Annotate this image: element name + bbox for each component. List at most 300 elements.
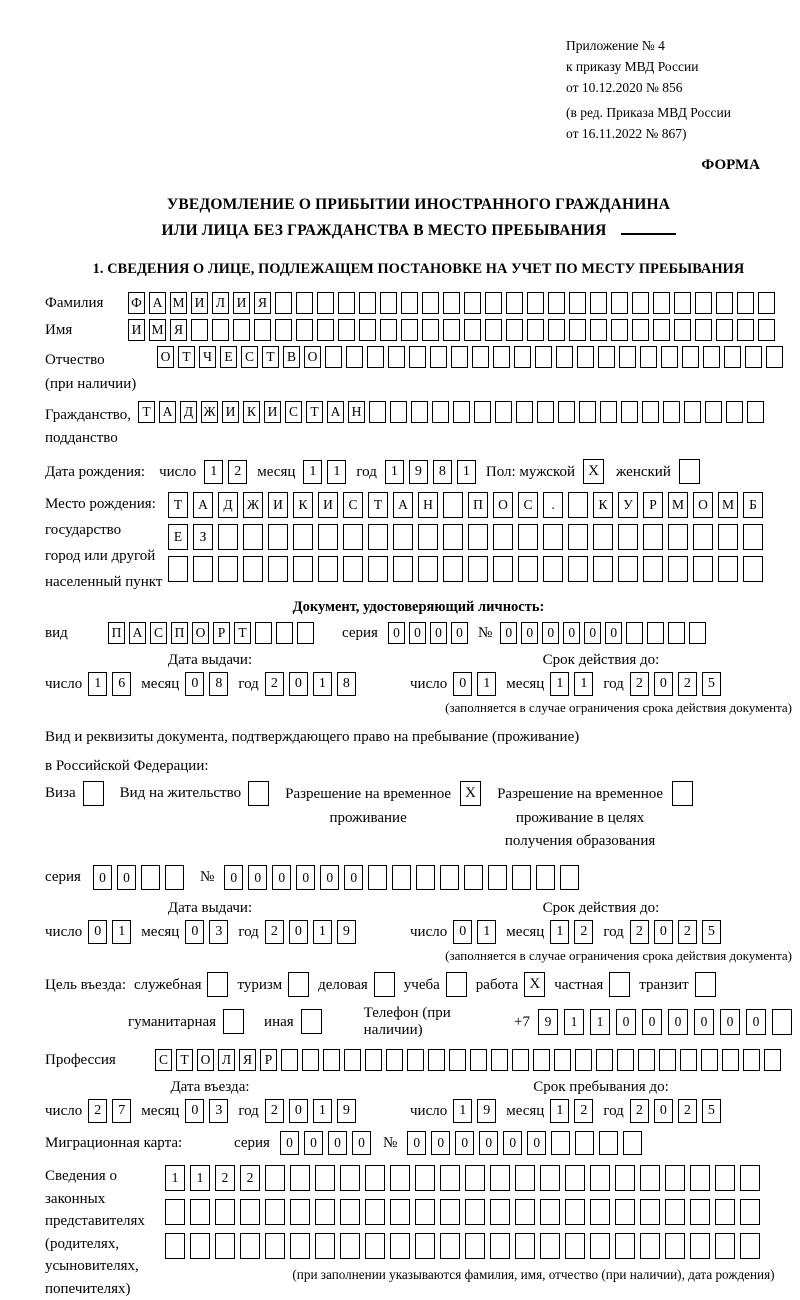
- profession-cell[interactable]: [428, 1049, 445, 1071]
- surname-cell[interactable]: [506, 292, 523, 314]
- birthplace-cell[interactable]: [568, 524, 588, 550]
- profession-cell[interactable]: [764, 1049, 781, 1071]
- birthplace-cell[interactable]: [168, 556, 188, 582]
- surname-cell[interactable]: [758, 292, 775, 314]
- representative-cell[interactable]: [365, 1233, 385, 1259]
- citizenship-cell[interactable]: К: [243, 401, 260, 423]
- doc-number-cell[interactable]: 0: [500, 622, 517, 644]
- migration-series-cell[interactable]: 0: [280, 1131, 299, 1155]
- profession-cell[interactable]: [386, 1049, 403, 1071]
- birthplace-cell[interactable]: З: [193, 524, 213, 550]
- patronymic-cell[interactable]: [556, 346, 573, 368]
- permit-number-cell[interactable]: [560, 865, 579, 890]
- permit-number-cell[interactable]: 0: [296, 865, 315, 890]
- migration-number-cell[interactable]: 0: [503, 1131, 522, 1155]
- birthplace-cell[interactable]: [318, 556, 338, 582]
- birthplace-cell[interactable]: [443, 492, 463, 518]
- birthplace-cell[interactable]: [343, 556, 363, 582]
- birthplace-cell[interactable]: [693, 556, 713, 582]
- surname-cell[interactable]: М: [170, 292, 187, 314]
- profession-cell[interactable]: [554, 1049, 571, 1071]
- permit-number-cell[interactable]: [392, 865, 411, 890]
- citizenship-cell[interactable]: [537, 401, 554, 423]
- representative-cell[interactable]: [565, 1165, 585, 1191]
- birthplace-cell[interactable]: [643, 556, 663, 582]
- representative-cell[interactable]: [240, 1199, 260, 1225]
- birthplace-cell[interactable]: [718, 524, 738, 550]
- profession-cell[interactable]: [596, 1049, 613, 1071]
- purpose-study-checkbox[interactable]: [446, 972, 467, 997]
- migration-number-cell[interactable]: 0: [527, 1131, 546, 1155]
- stay-year-cell[interactable]: 2: [630, 1099, 649, 1123]
- birth-year-cell[interactable]: 8: [433, 460, 452, 484]
- doc-type-cell[interactable]: О: [192, 622, 209, 644]
- surname-cell[interactable]: И: [191, 292, 208, 314]
- profession-cell[interactable]: Л: [218, 1049, 235, 1071]
- patronymic-cell[interactable]: [724, 346, 741, 368]
- representative-cell[interactable]: 2: [240, 1165, 260, 1191]
- representative-cell[interactable]: [690, 1199, 710, 1225]
- citizenship-cell[interactable]: [453, 401, 470, 423]
- doc-valid-day-cell[interactable]: 1: [477, 672, 496, 696]
- birthplace-cell[interactable]: [443, 556, 463, 582]
- doc-issue-month-cell[interactable]: 8: [209, 672, 228, 696]
- representative-cell[interactable]: [465, 1165, 485, 1191]
- purpose-tourism-checkbox[interactable]: [288, 972, 309, 997]
- birthplace-cell[interactable]: [618, 524, 638, 550]
- permit-issue-year-cell[interactable]: 9: [337, 920, 356, 944]
- entry-year-cell[interactable]: 2: [265, 1099, 284, 1123]
- migration-number-cell[interactable]: [551, 1131, 570, 1155]
- birthplace-cell[interactable]: [568, 492, 588, 518]
- profession-cell[interactable]: [323, 1049, 340, 1071]
- birth-day-cell[interactable]: 1: [204, 460, 223, 484]
- surname-cell[interactable]: А: [149, 292, 166, 314]
- profession-cell[interactable]: [302, 1049, 319, 1071]
- patronymic-cell[interactable]: [577, 346, 594, 368]
- birthplace-cell[interactable]: Т: [168, 492, 188, 518]
- doc-type-cell[interactable]: [255, 622, 272, 644]
- profession-cell[interactable]: [407, 1049, 424, 1071]
- given-name-cell[interactable]: [296, 319, 313, 341]
- doc-number-cell[interactable]: 0: [521, 622, 538, 644]
- given-name-cell[interactable]: [737, 319, 754, 341]
- birth-month-cell[interactable]: 1: [303, 460, 322, 484]
- birthplace-cell[interactable]: [343, 524, 363, 550]
- representative-cell[interactable]: [665, 1199, 685, 1225]
- permit-number-cell[interactable]: 0: [344, 865, 363, 890]
- birthplace-cell[interactable]: [743, 556, 763, 582]
- citizenship-cell[interactable]: Т: [138, 401, 155, 423]
- birthplace-cell[interactable]: [543, 524, 563, 550]
- birthplace-cell[interactable]: [468, 524, 488, 550]
- doc-issue-year-cell[interactable]: 2: [265, 672, 284, 696]
- patronymic-cell[interactable]: [430, 346, 447, 368]
- citizenship-cell[interactable]: [684, 401, 701, 423]
- doc-type-cell[interactable]: [276, 622, 293, 644]
- patronymic-cell[interactable]: [598, 346, 615, 368]
- profession-cell[interactable]: [701, 1049, 718, 1071]
- doc-number-cell[interactable]: 0: [605, 622, 622, 644]
- given-name-cell[interactable]: [611, 319, 628, 341]
- profession-cell[interactable]: [533, 1049, 550, 1071]
- doc-type-cell[interactable]: С: [150, 622, 167, 644]
- birthplace-cell[interactable]: [268, 524, 288, 550]
- birthplace-cell[interactable]: Д: [218, 492, 238, 518]
- representative-cell[interactable]: [615, 1165, 635, 1191]
- birthplace-cell[interactable]: [218, 524, 238, 550]
- doc-series-cell[interactable]: 0: [430, 622, 447, 644]
- stay-year-cell[interactable]: 5: [702, 1099, 721, 1123]
- birthplace-cell[interactable]: [493, 524, 513, 550]
- surname-cell[interactable]: [527, 292, 544, 314]
- given-name-cell[interactable]: [569, 319, 586, 341]
- representative-cell[interactable]: [665, 1233, 685, 1259]
- citizenship-cell[interactable]: [516, 401, 533, 423]
- representative-cell[interactable]: [265, 1233, 285, 1259]
- birthplace-cell[interactable]: К: [293, 492, 313, 518]
- representative-cell[interactable]: [490, 1165, 510, 1191]
- birth-year-cell[interactable]: 9: [409, 460, 428, 484]
- representative-cell[interactable]: [615, 1199, 635, 1225]
- doc-number-cell[interactable]: [689, 622, 706, 644]
- representative-cell[interactable]: [340, 1199, 360, 1225]
- citizenship-cell[interactable]: Т: [306, 401, 323, 423]
- profession-cell[interactable]: О: [197, 1049, 214, 1071]
- representative-cell[interactable]: [215, 1199, 235, 1225]
- profession-cell[interactable]: Р: [260, 1049, 277, 1071]
- representative-cell[interactable]: [165, 1233, 185, 1259]
- profession-cell[interactable]: Т: [176, 1049, 193, 1071]
- permit-valid-year-cell[interactable]: 0: [654, 920, 673, 944]
- given-name-cell[interactable]: [422, 319, 439, 341]
- representative-cell[interactable]: [740, 1165, 760, 1191]
- permit-issue-day-cell[interactable]: 1: [112, 920, 131, 944]
- birthplace-cell[interactable]: [618, 556, 638, 582]
- citizenship-cell[interactable]: [558, 401, 575, 423]
- patronymic-cell[interactable]: [472, 346, 489, 368]
- permit-number-cell[interactable]: 0: [248, 865, 267, 890]
- permit-number-cell[interactable]: 0: [320, 865, 339, 890]
- doc-issue-day-cell[interactable]: 6: [112, 672, 131, 696]
- given-name-cell[interactable]: [716, 319, 733, 341]
- birthplace-cell[interactable]: [293, 524, 313, 550]
- surname-cell[interactable]: [569, 292, 586, 314]
- permit-number-cell[interactable]: [536, 865, 555, 890]
- representative-cell[interactable]: [640, 1199, 660, 1225]
- birthplace-cell[interactable]: [543, 556, 563, 582]
- birthplace-cell[interactable]: [318, 524, 338, 550]
- given-name-cell[interactable]: [359, 319, 376, 341]
- given-name-cell[interactable]: [212, 319, 229, 341]
- representative-cell[interactable]: [190, 1233, 210, 1259]
- phone-cell[interactable]: 0: [642, 1009, 662, 1035]
- permit-valid-day-cell[interactable]: 1: [477, 920, 496, 944]
- representative-cell[interactable]: [590, 1199, 610, 1225]
- birthplace-cell[interactable]: Ж: [243, 492, 263, 518]
- profession-cell[interactable]: [617, 1049, 634, 1071]
- doc-valid-year-cell[interactable]: 0: [654, 672, 673, 696]
- phone-cell[interactable]: 0: [746, 1009, 766, 1035]
- entry-year-cell[interactable]: 1: [313, 1099, 332, 1123]
- birthplace-cell[interactable]: М: [718, 492, 738, 518]
- permit-valid-month-cell[interactable]: 2: [574, 920, 593, 944]
- profession-cell[interactable]: [470, 1049, 487, 1071]
- surname-cell[interactable]: [422, 292, 439, 314]
- citizenship-cell[interactable]: И: [264, 401, 281, 423]
- given-name-cell[interactable]: [380, 319, 397, 341]
- representative-cell[interactable]: [440, 1199, 460, 1225]
- profession-cell[interactable]: [281, 1049, 298, 1071]
- birthplace-cell[interactable]: [518, 556, 538, 582]
- citizenship-cell[interactable]: [390, 401, 407, 423]
- birthplace-cell[interactable]: А: [393, 492, 413, 518]
- permit-number-cell[interactable]: 0: [224, 865, 243, 890]
- birthplace-cell[interactable]: С: [343, 492, 363, 518]
- birthplace-cell[interactable]: И: [318, 492, 338, 518]
- given-name-cell[interactable]: Я: [170, 319, 187, 341]
- birthplace-cell[interactable]: .: [543, 492, 563, 518]
- citizenship-cell[interactable]: [369, 401, 386, 423]
- doc-issue-year-cell[interactable]: 8: [337, 672, 356, 696]
- birthplace-cell[interactable]: [268, 556, 288, 582]
- patronymic-cell[interactable]: В: [283, 346, 300, 368]
- entry-year-cell[interactable]: 9: [337, 1099, 356, 1123]
- profession-cell[interactable]: [659, 1049, 676, 1071]
- surname-cell[interactable]: [485, 292, 502, 314]
- purpose-transit-checkbox[interactable]: [695, 972, 716, 997]
- patronymic-cell[interactable]: О: [157, 346, 174, 368]
- temp-residence-edu-checkbox[interactable]: [672, 781, 693, 806]
- patronymic-cell[interactable]: [493, 346, 510, 368]
- birthplace-cell[interactable]: [743, 524, 763, 550]
- citizenship-cell[interactable]: Н: [348, 401, 365, 423]
- given-name-cell[interactable]: [401, 319, 418, 341]
- permit-issue-month-cell[interactable]: 0: [185, 920, 204, 944]
- doc-type-cell[interactable]: А: [129, 622, 146, 644]
- birthplace-cell[interactable]: [643, 524, 663, 550]
- surname-cell[interactable]: [401, 292, 418, 314]
- profession-cell[interactable]: [344, 1049, 361, 1071]
- representative-cell[interactable]: [590, 1233, 610, 1259]
- birthplace-cell[interactable]: С: [518, 492, 538, 518]
- migration-number-cell[interactable]: [623, 1131, 642, 1155]
- birthplace-cell[interactable]: [668, 556, 688, 582]
- surname-cell[interactable]: [632, 292, 649, 314]
- citizenship-cell[interactable]: [663, 401, 680, 423]
- patronymic-cell[interactable]: [367, 346, 384, 368]
- representative-cell[interactable]: [740, 1199, 760, 1225]
- representative-cell[interactable]: [640, 1165, 660, 1191]
- birth-year-cell[interactable]: 1: [457, 460, 476, 484]
- patronymic-cell[interactable]: С: [241, 346, 258, 368]
- permit-valid-year-cell[interactable]: 2: [630, 920, 649, 944]
- patronymic-cell[interactable]: О: [304, 346, 321, 368]
- purpose-official-checkbox[interactable]: [207, 972, 228, 997]
- representative-cell[interactable]: [515, 1165, 535, 1191]
- permit-series-cell[interactable]: [141, 865, 160, 890]
- given-name-cell[interactable]: [233, 319, 250, 341]
- citizenship-cell[interactable]: Ж: [201, 401, 218, 423]
- doc-valid-month-cell[interactable]: 1: [574, 672, 593, 696]
- phone-cell[interactable]: 0: [694, 1009, 714, 1035]
- representative-cell[interactable]: [240, 1233, 260, 1259]
- citizenship-cell[interactable]: [642, 401, 659, 423]
- migration-number-cell[interactable]: 0: [431, 1131, 450, 1155]
- patronymic-cell[interactable]: [451, 346, 468, 368]
- representative-cell[interactable]: 1: [165, 1165, 185, 1191]
- representative-cell[interactable]: [290, 1165, 310, 1191]
- doc-valid-year-cell[interactable]: 2: [630, 672, 649, 696]
- representative-cell[interactable]: [365, 1199, 385, 1225]
- given-name-cell[interactable]: [548, 319, 565, 341]
- representative-cell[interactable]: [315, 1233, 335, 1259]
- birthplace-cell[interactable]: Б: [743, 492, 763, 518]
- permit-series-cell[interactable]: 0: [93, 865, 112, 890]
- citizenship-cell[interactable]: [579, 401, 596, 423]
- purpose-business-checkbox[interactable]: [374, 972, 395, 997]
- citizenship-cell[interactable]: [600, 401, 617, 423]
- representative-cell[interactable]: [540, 1199, 560, 1225]
- stay-day-cell[interactable]: 1: [453, 1099, 472, 1123]
- stay-day-cell[interactable]: 9: [477, 1099, 496, 1123]
- citizenship-cell[interactable]: [747, 401, 764, 423]
- given-name-cell[interactable]: [632, 319, 649, 341]
- surname-cell[interactable]: [716, 292, 733, 314]
- representative-cell[interactable]: [340, 1233, 360, 1259]
- representative-cell[interactable]: [415, 1165, 435, 1191]
- stay-month-cell[interactable]: 1: [550, 1099, 569, 1123]
- surname-cell[interactable]: [737, 292, 754, 314]
- birthplace-cell[interactable]: [393, 556, 413, 582]
- doc-number-cell[interactable]: [668, 622, 685, 644]
- patronymic-cell[interactable]: [325, 346, 342, 368]
- surname-cell[interactable]: [611, 292, 628, 314]
- permit-number-cell[interactable]: [488, 865, 507, 890]
- birthplace-cell[interactable]: [243, 524, 263, 550]
- representative-cell[interactable]: [640, 1233, 660, 1259]
- birthplace-cell[interactable]: [593, 556, 613, 582]
- migration-number-cell[interactable]: [575, 1131, 594, 1155]
- stay-year-cell[interactable]: 2: [678, 1099, 697, 1123]
- purpose-work-checkbox[interactable]: X: [524, 972, 545, 997]
- patronymic-cell[interactable]: [388, 346, 405, 368]
- citizenship-cell[interactable]: [705, 401, 722, 423]
- birth-day-cell[interactable]: 2: [228, 460, 247, 484]
- given-name-cell[interactable]: [758, 319, 775, 341]
- migration-series-cell[interactable]: 0: [352, 1131, 371, 1155]
- purpose-other-checkbox[interactable]: [301, 1009, 322, 1034]
- representative-cell[interactable]: [740, 1233, 760, 1259]
- birth-month-cell[interactable]: 1: [327, 460, 346, 484]
- birthplace-cell[interactable]: [468, 556, 488, 582]
- surname-cell[interactable]: Л: [212, 292, 229, 314]
- permit-number-cell[interactable]: [464, 865, 483, 890]
- given-name-cell[interactable]: [506, 319, 523, 341]
- doc-number-cell[interactable]: 0: [542, 622, 559, 644]
- birthplace-cell[interactable]: [693, 524, 713, 550]
- doc-number-cell[interactable]: [626, 622, 643, 644]
- temp-residence-checkbox[interactable]: X: [460, 781, 481, 806]
- permit-issue-day-cell[interactable]: 0: [88, 920, 107, 944]
- representative-cell[interactable]: [665, 1165, 685, 1191]
- purpose-humanitarian-checkbox[interactable]: [223, 1009, 244, 1034]
- stay-month-cell[interactable]: 2: [574, 1099, 593, 1123]
- representative-cell[interactable]: [315, 1165, 335, 1191]
- representative-cell[interactable]: [315, 1199, 335, 1225]
- representative-cell[interactable]: 2: [215, 1165, 235, 1191]
- entry-month-cell[interactable]: 3: [209, 1099, 228, 1123]
- representative-cell[interactable]: [540, 1165, 560, 1191]
- visa-checkbox[interactable]: [83, 781, 104, 806]
- birth-year-cell[interactable]: 1: [385, 460, 404, 484]
- phone-cell[interactable]: 1: [564, 1009, 584, 1035]
- citizenship-cell[interactable]: И: [222, 401, 239, 423]
- patronymic-cell[interactable]: [745, 346, 762, 368]
- permit-series-cell[interactable]: 0: [117, 865, 136, 890]
- doc-type-cell[interactable]: П: [171, 622, 188, 644]
- representative-cell[interactable]: [415, 1199, 435, 1225]
- representative-cell[interactable]: [340, 1165, 360, 1191]
- migration-number-cell[interactable]: [599, 1131, 618, 1155]
- profession-cell[interactable]: [680, 1049, 697, 1071]
- migration-series-cell[interactable]: 0: [328, 1131, 347, 1155]
- given-name-cell[interactable]: [338, 319, 355, 341]
- permit-series-cell[interactable]: [165, 865, 184, 890]
- patronymic-cell[interactable]: [640, 346, 657, 368]
- surname-cell[interactable]: [338, 292, 355, 314]
- surname-cell[interactable]: [317, 292, 334, 314]
- doc-type-cell[interactable]: Р: [213, 622, 230, 644]
- given-name-cell[interactable]: [317, 319, 334, 341]
- representative-cell[interactable]: [265, 1199, 285, 1225]
- citizenship-cell[interactable]: Д: [180, 401, 197, 423]
- representative-cell[interactable]: [565, 1199, 585, 1225]
- citizenship-cell[interactable]: [474, 401, 491, 423]
- birthplace-cell[interactable]: У: [618, 492, 638, 518]
- doc-number-cell[interactable]: 0: [563, 622, 580, 644]
- purpose-private-checkbox[interactable]: [609, 972, 630, 997]
- birthplace-cell[interactable]: [718, 556, 738, 582]
- representative-cell[interactable]: [190, 1199, 210, 1225]
- permit-valid-year-cell[interactable]: 5: [702, 920, 721, 944]
- given-name-cell[interactable]: [590, 319, 607, 341]
- permit-valid-month-cell[interactable]: 1: [550, 920, 569, 944]
- phone-cell[interactable]: 0: [720, 1009, 740, 1035]
- representative-cell[interactable]: 1: [190, 1165, 210, 1191]
- permit-number-cell[interactable]: [512, 865, 531, 890]
- citizenship-cell[interactable]: С: [285, 401, 302, 423]
- permit-issue-month-cell[interactable]: 3: [209, 920, 228, 944]
- given-name-cell[interactable]: [674, 319, 691, 341]
- citizenship-cell[interactable]: А: [159, 401, 176, 423]
- doc-type-cell[interactable]: Т: [234, 622, 251, 644]
- profession-cell[interactable]: Я: [239, 1049, 256, 1071]
- representative-cell[interactable]: [465, 1199, 485, 1225]
- entry-month-cell[interactable]: 0: [185, 1099, 204, 1123]
- permit-valid-year-cell[interactable]: 2: [678, 920, 697, 944]
- representative-cell[interactable]: [690, 1233, 710, 1259]
- representative-cell[interactable]: [515, 1233, 535, 1259]
- birthplace-cell[interactable]: Р: [643, 492, 663, 518]
- representative-cell[interactable]: [715, 1165, 735, 1191]
- citizenship-cell[interactable]: [411, 401, 428, 423]
- doc-issue-year-cell[interactable]: 0: [289, 672, 308, 696]
- representative-cell[interactable]: [490, 1199, 510, 1225]
- birthplace-cell[interactable]: О: [693, 492, 713, 518]
- birthplace-cell[interactable]: [218, 556, 238, 582]
- entry-day-cell[interactable]: 7: [112, 1099, 131, 1123]
